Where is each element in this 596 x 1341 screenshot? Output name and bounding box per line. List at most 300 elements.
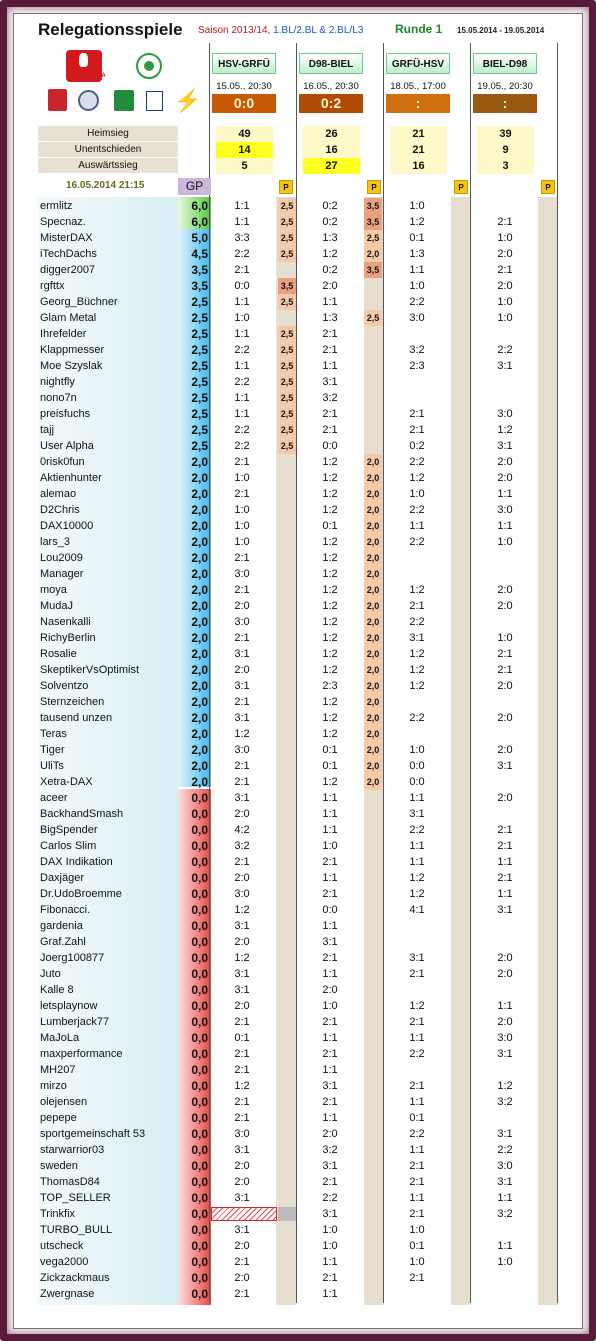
tip-match-1: 2:1 (234, 1256, 250, 1268)
player-name[interactable]: pepepe (40, 1112, 77, 1124)
points-match-1 (278, 646, 296, 662)
heimsieg-count: 21 (390, 126, 447, 142)
tip-match-2: 2:0 (322, 280, 338, 292)
points-match-1 (278, 1158, 296, 1174)
tip-match-2: 0:1 (322, 760, 338, 772)
tip-match-1: 2:1 (234, 488, 250, 500)
gp-value: 0,0 (191, 791, 208, 805)
tip-match-2: 2:1 (322, 424, 338, 436)
club-logo-icon (78, 90, 99, 111)
tip-match-2: 1:2 (322, 712, 338, 724)
player-name[interactable]: sweden (40, 1160, 78, 1172)
points-match-2 (364, 934, 382, 950)
points-match-1 (278, 934, 296, 950)
tip-match-1: 3:0 (234, 568, 250, 580)
tip-match-3 (392, 934, 442, 950)
table-row (38, 662, 552, 678)
player-name[interactable]: maxperformance (40, 1048, 123, 1060)
points-match-1: 2,5 (278, 230, 296, 246)
table-row (38, 774, 552, 790)
player-name[interactable]: utscheck (40, 1240, 84, 1252)
points-match-1 (278, 1238, 296, 1254)
match-team[interactable]: BIEL-D98 (473, 53, 537, 74)
points-match-2 (364, 390, 382, 406)
tip-match-1: 1:0 (234, 312, 250, 324)
tip-match-4: 1:2 (497, 424, 513, 436)
player-name[interactable]: olejensen (40, 1096, 88, 1108)
points-match-1 (278, 1286, 296, 1302)
tip-match-3 (392, 390, 442, 406)
col-divider (557, 43, 558, 1303)
match-datetime: 16.05., 20:30 (303, 81, 359, 92)
points-match-1 (278, 454, 296, 470)
tip-match-2: 1:0 (322, 1240, 338, 1252)
tip-match-2: 3:1 (322, 936, 338, 948)
player-name[interactable]: rgfttx (40, 280, 65, 292)
points-match-1: 2,5 (278, 198, 296, 214)
player-name[interactable]: BackhandSmash (40, 808, 124, 820)
player-name[interactable]: iTechDachs (40, 248, 97, 260)
tip-match-4: 3:0 (497, 1160, 513, 1172)
tip-match-1: 1:0 (234, 520, 250, 532)
tip-match-3: 0:1 (409, 1112, 425, 1124)
table-row (38, 326, 552, 342)
player-name[interactable]: mirzo (40, 1080, 67, 1092)
unentschieden-count: 21 (390, 142, 447, 158)
points-match-1 (278, 1142, 296, 1158)
player-name[interactable]: tajj (40, 424, 55, 436)
tip-match-3: 1:1 (409, 856, 425, 868)
player-name[interactable]: Georg_Büchner (40, 296, 118, 308)
tip-match-4 (480, 694, 530, 710)
points-match-1 (278, 566, 296, 582)
player-name[interactable]: lars_3 (40, 536, 70, 548)
tip-match-4: 3:1 (497, 904, 513, 916)
hsv-logo-icon (48, 89, 67, 111)
gp-header[interactable]: GP (178, 178, 211, 195)
tip-match-1: 2:0 (234, 1240, 250, 1252)
player-name[interactable]: Manager (40, 568, 84, 580)
tip-match-4 (480, 198, 530, 214)
tip-match-2: 1:1 (322, 1064, 338, 1076)
tip-match-3: 4:1 (409, 904, 425, 916)
table-row (38, 838, 552, 854)
auswaertssieg-count: 3 (477, 158, 534, 174)
gp-value: 2,0 (191, 599, 208, 613)
player-name[interactable]: Trinkfix (40, 1208, 76, 1220)
tip-match-2: 1:1 (322, 1288, 338, 1300)
points-match-2 (364, 1110, 382, 1126)
gp-value: 0,0 (191, 935, 208, 949)
match-team[interactable]: D98-BIEL (299, 53, 363, 74)
player-name[interactable]: preisfuchs (40, 408, 91, 420)
points-match-1 (278, 1254, 296, 1270)
player-name[interactable]: Nasenkalli (40, 616, 91, 628)
tip-match-2: 1:2 (322, 632, 338, 644)
tip-match-4: 2:2 (497, 344, 513, 356)
season-label (198, 25, 363, 36)
gp-value: 0,0 (191, 1223, 208, 1237)
gp-value: 2,5 (191, 375, 208, 389)
table-row (38, 1158, 552, 1174)
gp-value: 2,0 (191, 631, 208, 645)
player-name[interactable]: MudaJ (40, 600, 74, 612)
tip-match-1: 2:0 (234, 1272, 250, 1284)
player-name[interactable]: Lumberjack77 (40, 1016, 110, 1028)
player-name[interactable]: starwarrior03 (40, 1144, 105, 1156)
player-name[interactable]: Klappmesser (40, 344, 105, 356)
points-match-2 (364, 982, 382, 998)
match-team[interactable]: GRFÜ-HSV (386, 53, 450, 74)
tip-match-4: 2:0 (497, 248, 513, 260)
tip-match-3: 0:2 (409, 440, 425, 452)
points-match-2 (364, 1222, 382, 1238)
player-name[interactable]: digger2007 (40, 264, 96, 276)
tip-match-2: 1:2 (322, 488, 338, 500)
tip-match-4: 3:1 (497, 1128, 513, 1140)
gp-value: 6,0 (191, 215, 208, 229)
player-name[interactable]: Aktienhunter (40, 472, 102, 484)
player-name[interactable]: MH207 (40, 1064, 76, 1076)
tip-match-4: 2:0 (497, 280, 513, 292)
tip-match-1: 2:0 (234, 1160, 250, 1172)
points-match-2: 2,0 (364, 774, 382, 790)
gp-value: 6,0 (191, 199, 208, 213)
table-row (38, 918, 552, 934)
tip-match-2: 1:2 (322, 472, 338, 484)
tip-match-3: 2:1 (409, 1272, 425, 1284)
player-name[interactable]: Carlos Slim (40, 840, 97, 852)
table-row (38, 358, 552, 374)
gp-value: 0,0 (191, 871, 208, 885)
points-match-1 (278, 598, 296, 614)
player-name[interactable]: RichyBerlin (40, 632, 96, 644)
tip-match-4: 2:0 (497, 472, 513, 484)
player-name[interactable]: MisterDAX (40, 232, 93, 244)
player-name[interactable]: sportgemeinschaft 53 (40, 1128, 146, 1140)
points-match-2 (364, 918, 382, 934)
player-name[interactable]: D2Chris (40, 504, 80, 516)
player-name[interactable]: Tiger (40, 744, 65, 756)
points-match-2 (364, 790, 382, 806)
player-name[interactable]: letsplaynow (40, 1000, 98, 1012)
points-match-2: 3,5 (364, 262, 382, 278)
table-row (38, 518, 552, 534)
unentschieden-label: Unentschieden (38, 142, 178, 158)
gp-value: 2,0 (191, 455, 208, 469)
auswaertssieg-label: Auswärtssieg (38, 158, 178, 174)
gp-value: 0,0 (191, 839, 208, 853)
tip-match-3: 1:0 (409, 200, 425, 212)
gp-value: 5,0 (191, 231, 208, 245)
tip-match-4: 2:1 (497, 872, 513, 884)
points-match-1: 2,5 (278, 406, 296, 422)
tip-match-4: 1:1 (497, 488, 513, 500)
points-match-2: 2,0 (364, 518, 382, 534)
points-match-2 (364, 966, 382, 982)
points-match-2 (364, 902, 382, 918)
match-team[interactable]: HSV-GRFÜ (212, 53, 276, 74)
player-name[interactable]: Zickzackmaus (40, 1272, 110, 1284)
player-name[interactable]: TOP_SELLER (40, 1192, 111, 1204)
table-row (38, 1078, 552, 1094)
tip-match-4: 3:2 (497, 1096, 513, 1108)
points-match-2: 2,0 (364, 454, 382, 470)
points-match-2 (364, 278, 382, 294)
player-name[interactable]: Fibonacci. (40, 904, 91, 916)
tip-match-1: 1:1 (234, 392, 250, 404)
match-header-1 (212, 53, 276, 113)
player-name[interactable]: ermlitz (40, 200, 73, 212)
points-match-2 (364, 1238, 382, 1254)
player-name[interactable]: DAX Indikation (40, 856, 113, 868)
tip-match-2: 1:2 (322, 456, 338, 468)
tip-match-2: 2:0 (322, 984, 338, 996)
gp-value: 0,0 (191, 855, 208, 869)
table-row (38, 822, 552, 838)
tip-match-2: 1:1 (322, 968, 338, 980)
tip-match-4 (480, 1270, 530, 1286)
tip-match-4 (480, 1222, 530, 1238)
gp-value: 0,0 (191, 1191, 208, 1205)
player-name[interactable]: Moe Szyslak (40, 360, 103, 372)
points-match-2: 2,0 (364, 614, 382, 630)
points-match-1: 2,5 (278, 326, 296, 342)
points-match-2: 2,0 (364, 646, 382, 662)
tip-match-4: 1:0 (497, 232, 513, 244)
points-match-1 (278, 310, 296, 326)
match-result: 0:0 (212, 94, 276, 113)
tip-match-2: 0:2 (322, 200, 338, 212)
tip-match-2: 1:2 (322, 696, 338, 708)
player-name[interactable]: Solventzo (40, 680, 89, 692)
tip-match-1: 1:1 (234, 200, 250, 212)
player-name[interactable]: ThomasD84 (40, 1176, 100, 1188)
points-match-2 (364, 1142, 382, 1158)
tip-match-1: 2:1 (234, 584, 250, 596)
table-row (38, 390, 552, 406)
tip-match-2: 2:1 (322, 856, 338, 868)
player-name[interactable]: 0risk0fun (40, 456, 85, 468)
tip-match-2: 2:3 (322, 680, 338, 692)
points-match-1 (278, 1126, 296, 1142)
tip-match-3 (392, 726, 442, 742)
points-match-2 (364, 406, 382, 422)
tip-match-2: 2:1 (322, 1176, 338, 1188)
table-row (38, 406, 552, 422)
points-match-1 (278, 470, 296, 486)
player-name[interactable]: nightfly (40, 376, 75, 388)
tip-match-4 (480, 1286, 530, 1302)
table-row (38, 790, 552, 806)
player-name[interactable]: Zwergnase (40, 1288, 95, 1300)
points-match-2 (364, 1014, 382, 1030)
points-match-1 (278, 1030, 296, 1046)
player-name[interactable]: Lou2009 (40, 552, 83, 564)
points-match-2 (364, 374, 382, 390)
player-name[interactable]: UliTs (40, 760, 64, 772)
tip-match-2: 1:2 (322, 568, 338, 580)
tip-match-3: 3:0 (409, 312, 425, 324)
tip-match-2: 2:1 (322, 952, 338, 964)
tip-match-1: 1:2 (234, 952, 250, 964)
player-name[interactable]: DAX10000 (40, 520, 94, 532)
player-name[interactable]: gardenia (40, 920, 83, 932)
gp-value: 0,0 (191, 951, 208, 965)
tip-match-3: 1:1 (409, 1144, 425, 1156)
points-match-1 (278, 1174, 296, 1190)
table-row (38, 598, 552, 614)
points-match-1 (278, 790, 296, 806)
player-name[interactable]: alemao (40, 488, 77, 500)
gp-value: 2,5 (191, 327, 208, 341)
tip-match-4: 1:1 (497, 856, 513, 868)
auswaertssieg-count: 5 (216, 158, 273, 174)
gp-value: 0,0 (191, 1143, 208, 1157)
points-match-2 (364, 358, 382, 374)
points-match-1 (278, 262, 296, 278)
tip-match-3: 1:1 (409, 1192, 425, 1204)
player-name[interactable]: aceer (40, 792, 68, 804)
player-name[interactable]: Ihrefelder (40, 328, 87, 340)
tip-match-2: 2:2 (322, 1192, 338, 1204)
points-match-2 (364, 1158, 382, 1174)
table-row (38, 1110, 552, 1126)
player-name[interactable]: Glam Metal (40, 312, 97, 324)
player-name[interactable]: nono7n (40, 392, 77, 404)
table-row (38, 982, 552, 998)
player-name[interactable]: Kalle 8 (40, 984, 74, 996)
tip-match-2: 1:1 (322, 296, 338, 308)
points-match-2 (364, 1190, 382, 1206)
player-name[interactable]: Teras (40, 728, 67, 740)
gp-value: 2,0 (191, 711, 208, 725)
player-name[interactable]: TURBO_BULL (40, 1224, 113, 1236)
player-name[interactable]: vega2000 (40, 1256, 89, 1268)
tip-match-1: 4:2 (234, 824, 250, 836)
tip-match-3: 1:1 (409, 1096, 425, 1108)
tip-match-4: 2:0 (497, 744, 513, 756)
points-match-1 (278, 694, 296, 710)
points-match-2 (364, 854, 382, 870)
tip-match-4: 3:1 (497, 360, 513, 372)
tip-match-3: 1:2 (409, 888, 425, 900)
tip-match-2: 3:1 (322, 1160, 338, 1172)
player-name[interactable]: Rosalie (40, 648, 77, 660)
tip-match-1: 3:2 (234, 840, 250, 852)
tip-match-2: 1:1 (322, 824, 338, 836)
points-match-1 (278, 806, 296, 822)
points-match-2 (364, 822, 382, 838)
points-match-2 (364, 326, 382, 342)
tip-match-3: 2:2 (409, 504, 425, 516)
player-name[interactable]: BigSpender (40, 824, 98, 836)
points-match-1: 2,5 (278, 422, 296, 438)
gp-value: 0,0 (191, 967, 208, 981)
gp-value: 2,0 (191, 471, 208, 485)
tip-match-1: 1:1 (234, 296, 250, 308)
gp-value: 0,0 (191, 1175, 208, 1189)
tip-match-3: 2:3 (409, 360, 425, 372)
player-name[interactable]: Juto (40, 968, 61, 980)
player-name[interactable]: Specnaz. (40, 216, 86, 228)
points-match-2 (364, 806, 382, 822)
points-match-2 (364, 438, 382, 454)
player-name[interactable]: MaJoLa (40, 1032, 80, 1044)
player-name[interactable]: SkeptikerVsOptimist (40, 664, 140, 676)
player-name[interactable]: moya (40, 584, 67, 596)
table-row (38, 950, 552, 966)
player-name[interactable]: Graf.Zahl (40, 936, 86, 948)
player-name[interactable]: Xetra-DAX (40, 776, 93, 788)
tip-match-3: 0:0 (409, 760, 425, 772)
tip-match-4: 1:2 (497, 1080, 513, 1092)
tip-match-1: 3:1 (234, 968, 250, 980)
tip-match-3: 2:1 (409, 1080, 425, 1092)
tip-match-1: 2:2 (234, 440, 250, 452)
tip-match-2: 1:2 (322, 776, 338, 788)
tip-match-3: 1:1 (409, 840, 425, 852)
gp-value: 0,0 (191, 1063, 208, 1077)
points-match-1 (278, 502, 296, 518)
gp-value: 0,0 (191, 1015, 208, 1029)
points-match-1 (278, 1222, 296, 1238)
tip-match-1: 3:1 (234, 984, 250, 996)
gp-value: 2,0 (191, 535, 208, 549)
table-row (38, 1126, 552, 1142)
tip-match-1: 2:0 (234, 1000, 250, 1012)
tip-match-4 (480, 806, 530, 822)
gp-value: 2,0 (191, 695, 208, 709)
tip-match-1: 2:1 (234, 1288, 250, 1300)
table-row (38, 902, 552, 918)
unentschieden-count: 9 (477, 142, 534, 158)
player-name[interactable]: Joerg100877 (40, 952, 105, 964)
points-match-1: 2,5 (278, 390, 296, 406)
tip-match-3: 0:0 (409, 776, 425, 788)
tip-match-3 (392, 374, 442, 390)
tip-match-2: 1:2 (322, 728, 338, 740)
heimsieg-count: 26 (303, 126, 360, 142)
tip-match-3 (392, 1286, 442, 1302)
points-match-2 (364, 1270, 382, 1286)
table-row (38, 342, 552, 358)
tip-match-1 (217, 1206, 267, 1222)
tip-match-3: 2:1 (409, 1016, 425, 1028)
gp-value: 2,5 (191, 439, 208, 453)
player-name[interactable]: Sternzeichen (40, 696, 105, 708)
points-match-2: 2,0 (364, 678, 382, 694)
points-match-1 (278, 678, 296, 694)
player-name[interactable]: Dr.UdoBroemme (40, 888, 122, 900)
points-match-1: 2,5 (278, 294, 296, 310)
points-badge: P (454, 180, 468, 194)
tip-match-2: 3:1 (322, 376, 338, 388)
points-match-1 (278, 774, 296, 790)
table-row (38, 294, 552, 310)
table-row (38, 1206, 552, 1222)
tip-match-4: 2:1 (497, 264, 513, 276)
tip-match-3: 1:0 (409, 280, 425, 292)
tip-match-2: 0:2 (322, 216, 338, 228)
player-name[interactable]: User Alpha (40, 440, 94, 452)
tip-match-3: 2:1 (409, 1176, 425, 1188)
tip-match-4: 1:0 (497, 536, 513, 548)
gp-value: 0,0 (191, 1079, 208, 1093)
tip-match-1: 2:0 (234, 664, 250, 676)
player-name[interactable]: tausend unzen (40, 712, 113, 724)
player-name[interactable]: Daxjäger (40, 872, 85, 884)
